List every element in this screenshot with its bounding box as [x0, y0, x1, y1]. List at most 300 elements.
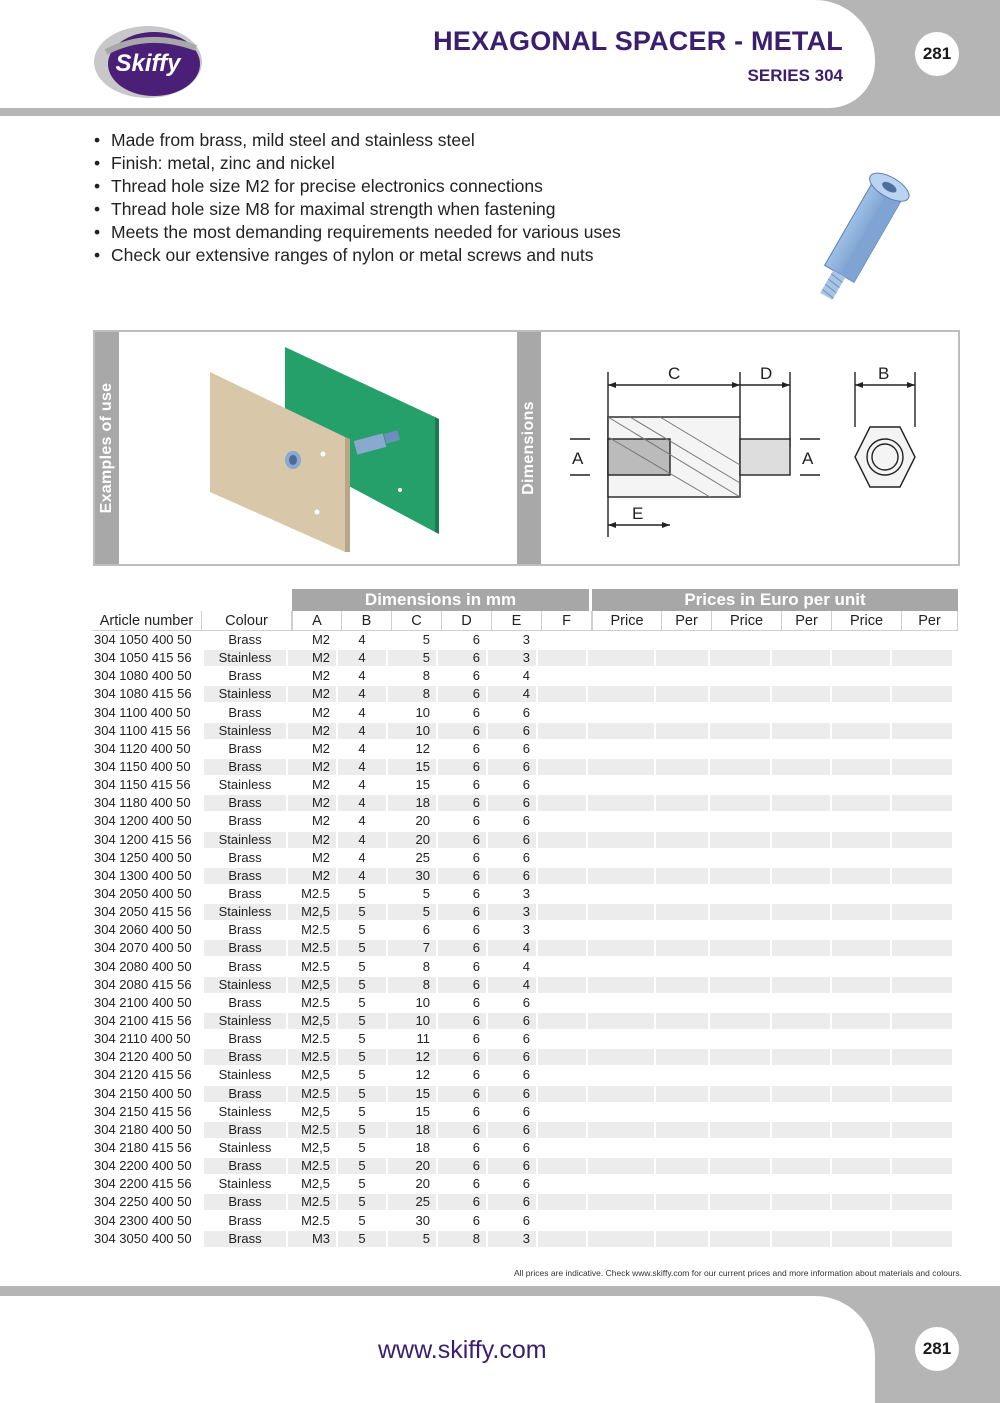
table-cell: M2.5 [301, 885, 330, 901]
empty-cell [772, 1231, 830, 1247]
table-cell: 5 [388, 1231, 436, 1247]
table-cell: M2.5 [301, 994, 330, 1010]
empty-cell [832, 813, 890, 829]
table-cell: 6 [438, 650, 486, 666]
empty-cell [538, 850, 586, 866]
table-cell: 20 [388, 1158, 436, 1174]
empty-cell [832, 832, 890, 848]
table-cell: M2 [311, 777, 330, 793]
table-cell: 304 2080 400 50 [94, 958, 192, 974]
table-row [92, 1066, 958, 1084]
examples-of-use-label: Examples of use [95, 332, 119, 564]
empty-cell [710, 1067, 770, 1083]
table-cell: 304 1100 400 50 [94, 704, 191, 720]
table-cell: 6 [488, 1194, 536, 1210]
table-cell: 5 [358, 1031, 366, 1047]
table-cell: 5 [358, 922, 366, 938]
table-row [92, 921, 958, 939]
table-cell: 6 [472, 813, 480, 829]
table-row [92, 976, 958, 994]
table-cell: Brass [228, 813, 262, 829]
table-cell: M2.5 [288, 1049, 336, 1065]
empty-cell [538, 922, 586, 938]
table-cell: 5 [388, 650, 436, 666]
table-cell: Brass [204, 1049, 286, 1065]
empty-cell [588, 632, 654, 648]
table-cell: 30 [415, 1212, 430, 1228]
table-cell: 304 3050 400 50 [94, 1230, 192, 1246]
empty-cell [588, 1213, 654, 1229]
empty-cell [588, 1231, 654, 1247]
table-cell: 4 [488, 686, 536, 702]
empty-cell [772, 904, 830, 920]
table-cell: 12 [415, 740, 430, 756]
table-cell: Brass [228, 849, 262, 865]
table-cell: 304 1180 400 50 [94, 795, 191, 811]
empty-cell [772, 759, 830, 775]
table-cell: M2.5 [288, 1122, 336, 1138]
table-cell: 6 [422, 922, 430, 938]
empty-cell [656, 977, 708, 993]
table-cell: 6 [522, 813, 530, 829]
table-cell: M2,5 [288, 904, 336, 920]
table-cell: 4 [338, 832, 386, 848]
table-cell: 3 [522, 922, 530, 938]
empty-cell [710, 922, 770, 938]
dim-letter-a-right: A [802, 449, 814, 468]
empty-cell [772, 940, 830, 956]
table-cell: 11 [416, 1031, 430, 1047]
table-cell: 304 2100 415 56 [94, 1012, 192, 1028]
empty-cell [588, 723, 654, 739]
empty-cell [832, 1031, 890, 1047]
empty-cell [710, 1176, 770, 1192]
empty-cell [588, 759, 654, 775]
table-cell: 4 [338, 795, 386, 811]
empty-cell [538, 1067, 586, 1083]
feature-item: • Made from brass, mild steel and stainless steel [94, 130, 475, 150]
empty-cell [710, 705, 770, 721]
table-cell: 6 [438, 723, 486, 739]
empty-cell [710, 686, 770, 702]
table-row [92, 649, 958, 667]
table-row [92, 776, 958, 794]
table-cell: 6 [472, 958, 480, 974]
table-cell: 8 [422, 668, 430, 684]
feature-text: Thread hole size M8 for maximal strength when fastening [111, 199, 556, 219]
empty-cell [538, 777, 586, 793]
table-cell: 6 [472, 1139, 480, 1155]
empty-cell [832, 632, 890, 648]
empty-cell [656, 1176, 708, 1192]
table-cell: 6 [488, 1122, 536, 1138]
empty-cell [588, 922, 654, 938]
table-cell: 304 2120 415 56 [94, 1067, 192, 1083]
table-cell: 6 [522, 1031, 530, 1047]
table-cell: 20 [415, 1176, 430, 1192]
table-cell: Brass [228, 632, 262, 647]
price-note: All prices are indicative. Check www.skiffy.com for our current prices and more information about materials and colours. [513, 1268, 962, 1278]
empty-cell [588, 1140, 654, 1156]
empty-cell [832, 886, 890, 902]
table-cell: 18 [388, 1122, 436, 1138]
table-row [92, 1012, 958, 1030]
table-row [92, 1175, 958, 1193]
empty-cell [710, 1049, 770, 1065]
dim-letter-e: E [632, 504, 644, 523]
table-cell: Brass [204, 868, 286, 884]
empty-cell [710, 1013, 770, 1029]
table-cell: 10 [388, 723, 436, 739]
table-row [92, 794, 958, 812]
column-header: B [342, 611, 392, 631]
feature-text: Made from brass, mild steel and stainless steel [111, 130, 475, 150]
empty-cell [538, 904, 586, 920]
empty-cell [892, 922, 952, 938]
table-cell: Brass [228, 740, 262, 756]
table-row [92, 758, 958, 776]
table-cell: 304 2080 415 56 [94, 976, 192, 992]
empty-cell [832, 959, 890, 975]
table-cell: 5 [338, 1194, 386, 1210]
column-header: Article number [92, 611, 202, 631]
table-cell: 25 [415, 849, 430, 865]
empty-cell [892, 832, 952, 848]
column-header: Per [902, 611, 958, 631]
table-cell: 6 [438, 1194, 486, 1210]
empty-cell [538, 886, 586, 902]
empty-cell [832, 1158, 890, 1174]
website-link[interactable]: www.skiffy.com [378, 1336, 547, 1364]
column-header-row [92, 611, 958, 631]
table-cell: 15 [415, 777, 430, 793]
table-cell: M2 [288, 759, 336, 775]
table-cell: Stainless [218, 1176, 272, 1192]
table-cell: Brass [228, 994, 262, 1010]
table-cell: 5 [338, 1086, 386, 1102]
empty-cell [892, 995, 952, 1011]
empty-cell [832, 668, 890, 684]
table-cell: 6 [472, 704, 480, 720]
table-cell: 12 [388, 1049, 436, 1065]
empty-cell [588, 741, 654, 757]
empty-cell [656, 1049, 708, 1065]
table-cell: 5 [338, 1158, 386, 1174]
table-cell: M2 [288, 686, 336, 702]
table-cell: Brass [228, 958, 262, 974]
table-cell: Brass [204, 1231, 286, 1247]
empty-cell [772, 1140, 830, 1156]
dimensions-drawing [550, 357, 950, 547]
table-cell: M2 [311, 740, 330, 756]
table-row [92, 885, 958, 903]
empty-cell [588, 705, 654, 721]
column-header: E [492, 611, 542, 631]
table-cell: 6 [472, 1067, 480, 1083]
empty-cell [588, 1194, 654, 1210]
empty-cell [772, 741, 830, 757]
table-cell: 4 [358, 632, 366, 647]
table-cell: 10 [388, 1013, 436, 1029]
table-cell: 6 [438, 1158, 486, 1174]
table-cell: 15 [415, 1103, 430, 1119]
table-cell: 6 [472, 740, 480, 756]
table-cell: M2.5 [288, 940, 336, 956]
table-cell: Stainless [218, 1139, 272, 1155]
table-cell: 6 [472, 632, 480, 647]
empty-cell [892, 1122, 952, 1138]
table-cell: 304 2100 400 50 [94, 994, 192, 1010]
table-cell: Stainless [204, 832, 286, 848]
empty-cell [656, 723, 708, 739]
empty-cell [772, 723, 830, 739]
table-cell: 304 1200 400 50 [94, 813, 192, 829]
table-row [92, 903, 958, 921]
table-cell: 5 [338, 940, 386, 956]
table-cell: 304 2180 415 56 [94, 1139, 192, 1155]
table-cell: 304 1200 415 56 [94, 831, 192, 847]
empty-cell [710, 1231, 770, 1247]
empty-cell [832, 741, 890, 757]
empty-cell [710, 650, 770, 666]
table-cell: 4 [358, 849, 366, 865]
table-cell: 5 [338, 977, 386, 993]
empty-cell [710, 813, 770, 829]
empty-cell [832, 1231, 890, 1247]
empty-cell [892, 959, 952, 975]
empty-cell [892, 940, 952, 956]
feature-item: • Thread hole size M8 for maximal strength when fastening [94, 199, 556, 219]
empty-cell [538, 1122, 586, 1138]
empty-cell [538, 741, 586, 757]
empty-cell [588, 904, 654, 920]
feature-text: Meets the most demanding requirements needed for various uses [111, 222, 621, 242]
table-cell: 304 1150 415 56 [94, 777, 191, 793]
empty-cell [710, 832, 770, 848]
empty-cell [772, 1213, 830, 1229]
empty-cell [710, 777, 770, 793]
table-cell: 4 [358, 777, 366, 793]
empty-cell [772, 1104, 830, 1120]
empty-cell [656, 1231, 708, 1247]
empty-cell [710, 1213, 770, 1229]
empty-cell [832, 1140, 890, 1156]
empty-cell [832, 940, 890, 956]
table-cell: 6 [438, 832, 486, 848]
table-cell: 5 [338, 1122, 386, 1138]
table-cell: 5 [358, 1103, 366, 1119]
empty-cell [832, 922, 890, 938]
table-cell: 5 [358, 1212, 366, 1228]
table-cell: 10 [415, 994, 430, 1010]
empty-cell [832, 1104, 890, 1120]
empty-cell [772, 1049, 830, 1065]
empty-cell [772, 795, 830, 811]
empty-cell [656, 795, 708, 811]
empty-cell [832, 705, 890, 721]
table-cell: M2 [288, 650, 336, 666]
empty-cell [832, 1013, 890, 1029]
empty-cell [656, 1013, 708, 1029]
table-cell: 5 [358, 1067, 366, 1083]
empty-cell [892, 723, 952, 739]
table-cell: Stainless [204, 1013, 286, 1029]
empty-cell [588, 995, 654, 1011]
feature-text: Thread hole size M2 for precise electronics connections [111, 176, 543, 196]
empty-cell [588, 795, 654, 811]
empty-cell [656, 1086, 708, 1102]
example-of-use-illustration [205, 342, 535, 552]
empty-cell [832, 868, 890, 884]
empty-cell [656, 940, 708, 956]
table-cell: 304 2150 415 56 [94, 1103, 192, 1119]
table-cell: 4 [338, 686, 386, 702]
table-cell: 4 [358, 704, 366, 720]
table-row [92, 1193, 958, 1211]
empty-cell [588, 832, 654, 848]
empty-cell [656, 850, 708, 866]
dimensions-label: Dimensions [517, 332, 541, 564]
series-label: SERIES 304 [747, 66, 843, 85]
empty-cell [772, 886, 830, 902]
table-cell: 6 [438, 1013, 486, 1029]
table-cell: 304 1100 415 56 [94, 722, 191, 738]
empty-cell [892, 1031, 952, 1047]
page-number-badge: 281 [915, 32, 959, 76]
table-cell: 6 [488, 832, 536, 848]
column-header: C [392, 611, 442, 631]
empty-cell [892, 850, 952, 866]
table-row [92, 1085, 958, 1103]
empty-cell [892, 668, 952, 684]
table-cell: Stainless [204, 977, 286, 993]
table-cell: 6 [488, 795, 536, 811]
empty-cell [588, 1158, 654, 1174]
table-cell: 304 2200 400 50 [94, 1158, 192, 1174]
empty-cell [710, 904, 770, 920]
table-row [92, 812, 958, 830]
table-cell: 4 [488, 977, 536, 993]
table-cell: 304 2110 400 50 [94, 1031, 191, 1047]
table-cell: 304 1050 400 50 [94, 632, 192, 647]
empty-cell [588, 813, 654, 829]
table-cell: 15 [388, 759, 436, 775]
table-cell: 6 [438, 1086, 486, 1102]
table-row [92, 1103, 958, 1121]
table-cell: 304 2070 400 50 [94, 940, 192, 956]
empty-cell [588, 940, 654, 956]
table-cell: 6 [522, 1176, 530, 1192]
empty-cell [892, 1176, 952, 1192]
table-cell: 6 [522, 1212, 530, 1228]
empty-cell [588, 868, 654, 884]
empty-cell [710, 995, 770, 1011]
table-cell: 10 [415, 704, 430, 720]
empty-cell [832, 977, 890, 993]
empty-cell [538, 1194, 586, 1210]
table-body [92, 631, 958, 1248]
empty-cell [772, 1086, 830, 1102]
empty-cell [656, 922, 708, 938]
empty-cell [772, 850, 830, 866]
table-row [92, 1157, 958, 1175]
empty-cell [588, 1067, 654, 1083]
table-cell: M2.5 [301, 1212, 330, 1228]
empty-cell [772, 686, 830, 702]
empty-cell [832, 904, 890, 920]
feature-text: Check our extensive ranges of nylon or metal screws and nuts [111, 245, 594, 265]
empty-cell [710, 632, 770, 648]
table-cell: 5 [358, 994, 366, 1010]
table-cell: M2.5 [301, 1031, 330, 1047]
table-cell: Brass [204, 1194, 286, 1210]
empty-cell [772, 922, 830, 938]
empty-cell [538, 1231, 586, 1247]
empty-cell [656, 886, 708, 902]
empty-cell [772, 977, 830, 993]
table-cell: 4 [522, 958, 530, 974]
empty-cell [588, 850, 654, 866]
table-cell: 6 [472, 1031, 480, 1047]
empty-cell [588, 1086, 654, 1102]
empty-cell [892, 741, 952, 757]
table-cell: 6 [472, 1212, 480, 1228]
empty-cell [772, 959, 830, 975]
table-cell: 4 [522, 668, 530, 684]
column-header: Price [712, 611, 782, 631]
table-cell: Stainless [204, 686, 286, 702]
table-cell: 5 [358, 1139, 366, 1155]
empty-cell [588, 686, 654, 702]
table-cell: 304 1120 400 50 [94, 740, 191, 756]
table-cell: 12 [415, 1067, 430, 1083]
empty-cell [656, 1158, 708, 1174]
empty-cell [588, 977, 654, 993]
table-row [92, 1212, 958, 1230]
table-cell: Brass [204, 1086, 286, 1102]
table-cell: 304 1150 400 50 [94, 758, 191, 774]
table-cell: 6 [472, 994, 480, 1010]
empty-cell [656, 1122, 708, 1138]
dim-letter-a-left: A [572, 449, 584, 468]
table-row [92, 1121, 958, 1139]
table-cell: 5 [358, 958, 366, 974]
footer-page-number-badge: 281 [915, 1327, 959, 1371]
empty-cell [892, 686, 952, 702]
empty-cell [656, 1213, 708, 1229]
table-cell: 6 [488, 1013, 536, 1029]
table-cell: M2 [311, 632, 330, 647]
table-cell: Brass [228, 704, 262, 720]
empty-cell [892, 650, 952, 666]
empty-cell [710, 795, 770, 811]
table-cell: Stainless [204, 650, 286, 666]
empty-cell [832, 759, 890, 775]
empty-cell [772, 705, 830, 721]
table-cell: 6 [472, 885, 480, 901]
table-row [92, 849, 958, 867]
table-cell: 25 [388, 1194, 436, 1210]
page-title: HEXAGONAL SPACER - METAL [433, 26, 843, 56]
table-row [92, 1030, 958, 1048]
table-cell: 4 [358, 813, 366, 829]
table-cell: Brass [228, 922, 262, 938]
empty-cell [710, 1122, 770, 1138]
empty-cell [772, 632, 830, 648]
empty-cell [832, 1176, 890, 1192]
empty-cell [538, 705, 586, 721]
table-cell: M2,5 [301, 1139, 330, 1155]
